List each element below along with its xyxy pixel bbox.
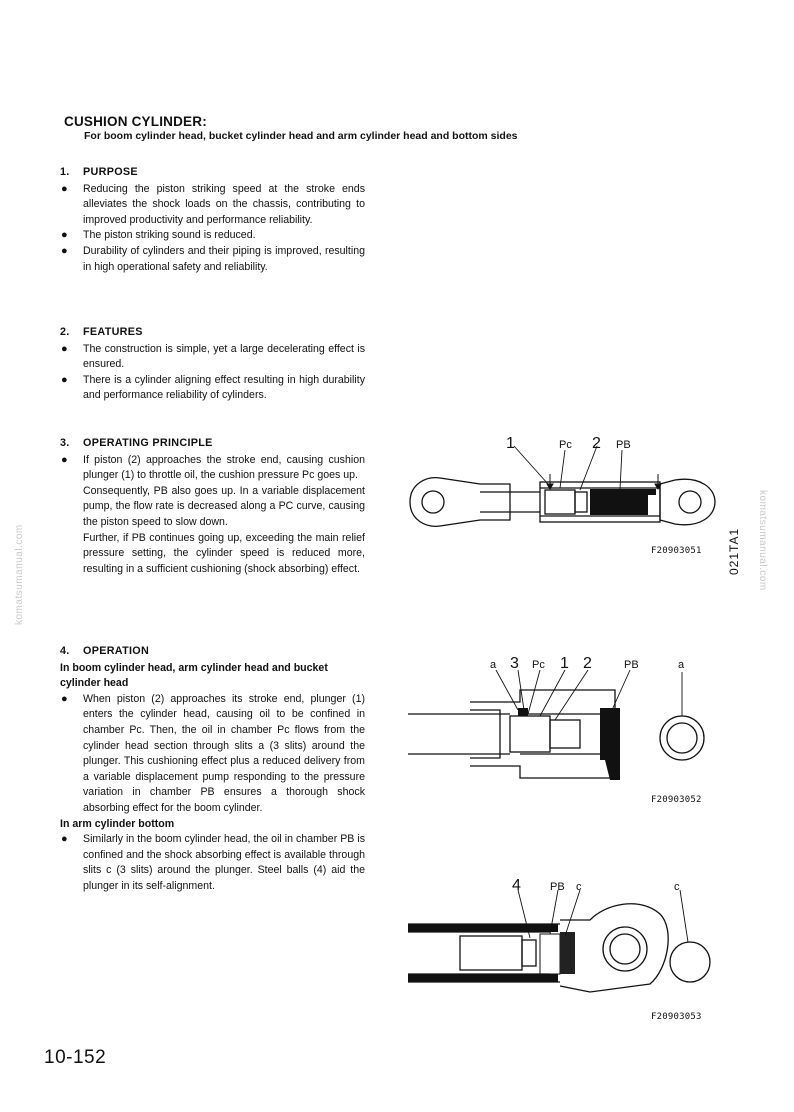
bullet-item: [60, 832, 365, 894]
chamber-pb: [590, 489, 648, 515]
section-heading: [60, 644, 365, 660]
document-id: 021TA1: [727, 527, 741, 575]
figure-bottom-detail: [400, 874, 720, 1014]
bullet-item: [60, 244, 365, 275]
bullet-text: The construction is simple, yet a large decelerating effect is ensured.: [83, 342, 365, 371]
section-heading: [60, 325, 365, 341]
watermark: komatsumanual.com: [14, 524, 25, 625]
fig3-label: c: [576, 881, 582, 893]
bullet-text: There is a cylinder aligning effect resulting in high durability and performance reliability of cylinders.: [83, 373, 365, 402]
section-heading: [60, 165, 365, 181]
fig3-label: 4: [512, 877, 521, 894]
figure-cylinder-overview: [400, 432, 720, 542]
bullet-icon: ●: [61, 833, 68, 846]
figure-caption: F20903053: [651, 1012, 702, 1022]
bullet-icon: ●: [61, 229, 68, 242]
bullet-item: [60, 373, 365, 404]
subheading: In arm cylinder bottom: [60, 817, 175, 830]
fig2-label: Pc: [532, 659, 545, 671]
figure-caption: F20903051: [651, 546, 702, 556]
bullet-item: [60, 182, 365, 229]
section-number: 2.: [60, 326, 70, 338]
figure-caption: F20903052: [651, 795, 702, 805]
bullet-icon: ●: [61, 342, 68, 355]
bullet-item: [60, 228, 365, 244]
fig1-label: 2: [592, 435, 601, 452]
slit-ring-c: [670, 942, 710, 982]
fig2-label: 3: [510, 655, 519, 672]
bullet-text: Similarly in the boom cylinder head, the oil in chamber PB is confined and the shock absorbing effect is available through slits c (3 slits) around the plunger. Steel balls (4) aid the plunger in its self-alignment.: [83, 833, 365, 892]
bullet-text: The piston striking sound is reduced.: [83, 229, 256, 242]
subheading: In boom cylinder head, arm cylinder head and bucket cylinder head: [60, 661, 328, 690]
section-title: PURPOSE: [83, 166, 138, 178]
bullet-icon: ●: [61, 453, 68, 466]
bullet-text: When piston (2) approaches its stroke end, plunger (1) enters the cylinder head, causing oil to be confined in chamber Pc. Then, the oil in chamber Pc flows from the cylinder head section through slits a (3 slits) around the plunger. This cushioning effect plus a reduced delivery from a variable displacement pump responding to the pressure variation in chamber PB ensures a thorough shock absorbing effect for the boom cylinder.: [83, 692, 365, 814]
section-number: 4.: [60, 645, 70, 657]
section-title: FEATURES: [83, 326, 143, 338]
bottom-eye: [560, 904, 668, 992]
page-title: CUSHION CYLINDER:: [64, 114, 207, 129]
bullet-text: Durability of cylinders and their piping is improved, resulting in high operational safety and reliability.: [83, 244, 365, 273]
bullet-item: [60, 342, 365, 373]
pin-hole-left: [422, 491, 444, 513]
page-number: 10-152: [44, 1047, 107, 1068]
rod-eye-right: [660, 479, 715, 525]
fig2-label: a: [490, 659, 497, 671]
bullet-item: [60, 692, 365, 817]
paragraph: Consequently, PB also goes up. In a variable displacement pump, the flow rate is decreased along a PC curve, causing the piston speed to slow down.: [83, 484, 365, 528]
watermark: komatsumanual.com: [757, 490, 768, 591]
page-subtitle: For boom cylinder head, bucket cylinder head and arm cylinder head and bottom sides: [84, 130, 518, 142]
chamber-pb: [600, 708, 620, 780]
chamber-pb: [560, 932, 575, 974]
section-number: 3.: [60, 437, 70, 449]
fig2-label: 1: [560, 655, 569, 672]
bullet-icon: ●: [61, 182, 68, 195]
bullet-icon: ●: [61, 373, 68, 386]
section-heading: [60, 436, 365, 452]
section-number: 1.: [60, 166, 70, 178]
fig3-label: PB: [550, 881, 565, 893]
section-title: OPERATION: [83, 645, 150, 657]
section-features: [60, 325, 365, 404]
bullet-icon: ●: [61, 692, 68, 705]
fig2-label: 2: [583, 655, 592, 672]
fig2-label: a: [678, 659, 685, 671]
fig1-label: Pc: [559, 439, 572, 451]
fig3-label: c: [674, 881, 680, 893]
pin-hole-right: [679, 491, 701, 513]
bullet-icon: ●: [61, 244, 68, 257]
fig2-label: PB: [624, 659, 639, 671]
section-purpose: [60, 165, 365, 275]
rod-eye-left: [410, 478, 510, 527]
section-operation: [60, 644, 365, 895]
figure-head-detail: [400, 650, 720, 790]
section-title: OPERATING PRINCIPLE: [83, 437, 213, 449]
bullet-item: [60, 453, 365, 484]
bullet-text: If piston (2) approaches the stroke end, causing cushion plunger (1) to throttle oil, the cushion pressure Pc goes up.: [83, 453, 365, 482]
fig1-label: 1: [506, 435, 515, 452]
section-operating-principle: [60, 436, 365, 577]
paragraph: Further, if PB continues going up, exceeding the main relief pressure setting, the cylinder speed is reduced more, resulting in a sufficient cushioning (shock absorbing) effect.: [83, 531, 365, 575]
fig1-label: PB: [616, 439, 631, 451]
bullet-text: Reducing the piston striking speed at the stroke ends alleviates the shock loads on the chassis, contributing to improved productivity and performance reliability.: [83, 182, 365, 226]
